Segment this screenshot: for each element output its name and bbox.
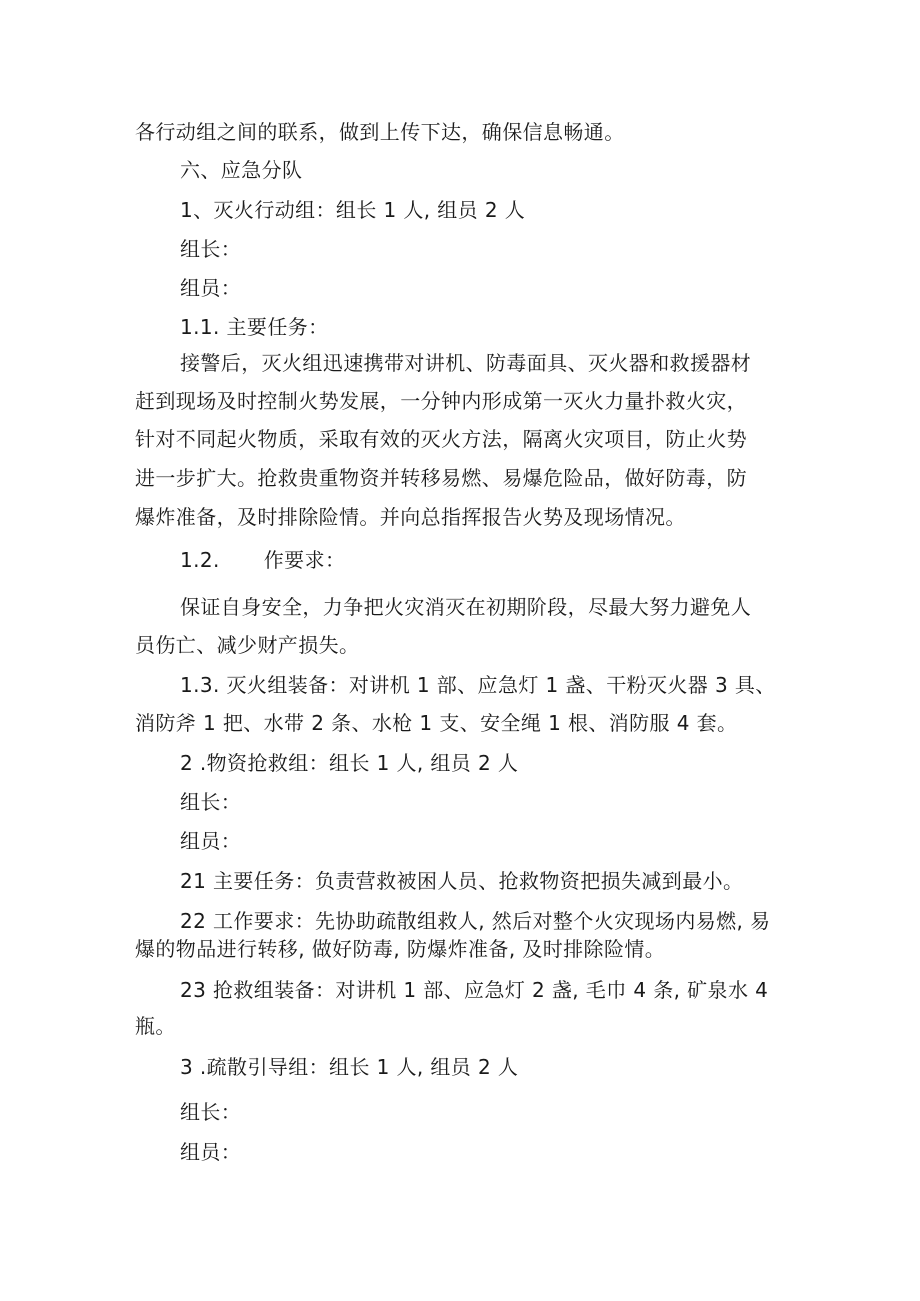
paragraph-line: 21 主要任务：负责营救被困人员、抢救物资把损失减到最小。 xyxy=(180,869,744,893)
paragraph-line: 针对不同起火物质，采取有效的灭火方法，隔离火灾项目，防止火势 xyxy=(135,427,747,451)
text-line: 各行动组之间的联系，做到上传下达，确保信息畅通。 xyxy=(135,120,625,144)
paragraph-line: 爆炸准备，及时排除险情。并向总指挥报告火势及现场情况。 xyxy=(135,505,686,529)
paragraph-line: 22 工作要求：先协助疏散组救人, 然后对整个火灾现场内易燃, 易 xyxy=(180,909,771,933)
paragraph-line: 员伤亡、减少财产损失。 xyxy=(135,633,360,657)
paragraph-line: 爆的物品进行转移, 做好防毒, 防爆炸准备, 及时排除险情。 xyxy=(135,937,666,961)
paragraph-line: 保证自身安全，力争把火灾消灭在初期阶段，尽最大努力避免人 xyxy=(180,595,752,619)
paragraph-line: 接警后，灭火组迅速携带对讲机、防毒面具、灭火器和救援器材 xyxy=(180,351,752,375)
paragraph-line: 1.3. 灭火组装备：对讲机 1 部、应急灯 1 盏、干粉灭火器 3 具、 xyxy=(180,673,776,697)
subsection-heading: 1.1. 主要任务： xyxy=(180,315,329,339)
paragraph-line: 赶到现场及时控制火势发展，一分钟内形成第一灭火力量扑救火灾， xyxy=(135,389,747,413)
paragraph-line: 瓶。 xyxy=(135,1014,176,1038)
text-line: 组员： xyxy=(180,829,242,853)
text-line: 组员： xyxy=(180,1140,242,1164)
group-heading: 3 .疏散引导组：组长 1 人, 组员 2 人 xyxy=(180,1055,519,1079)
section-heading: 六、应急分队 xyxy=(180,158,303,182)
text-line: 组长： xyxy=(180,1100,242,1124)
text-line: 组长： xyxy=(180,237,242,261)
subsection-title: 作要求： xyxy=(263,548,346,572)
subsection-heading xyxy=(180,545,345,575)
subsection-number: 1.2. xyxy=(180,548,220,572)
paragraph-line: 23 抢救组装备：对讲机 1 部、应急灯 2 盏, 毛巾 4 条, 矿泉水 4 xyxy=(180,978,769,1002)
group-heading: 2 .物资抢救组：组长 1 人, 组员 2 人 xyxy=(180,751,519,775)
text-line: 组长： xyxy=(180,790,242,814)
text-line: 组员： xyxy=(180,276,242,300)
paragraph-line: 进一步扩大。抢救贵重物资并转移易燃、易爆危险品，做好防毒，防 xyxy=(135,466,747,490)
paragraph-line: 消防斧 1 把、水带 2 条、水枪 1 支、安全绳 1 根、消防服 4 套。 xyxy=(135,711,738,735)
group-heading: 1、灭火行动组：组长 1 人, 组员 2 人 xyxy=(180,198,526,222)
